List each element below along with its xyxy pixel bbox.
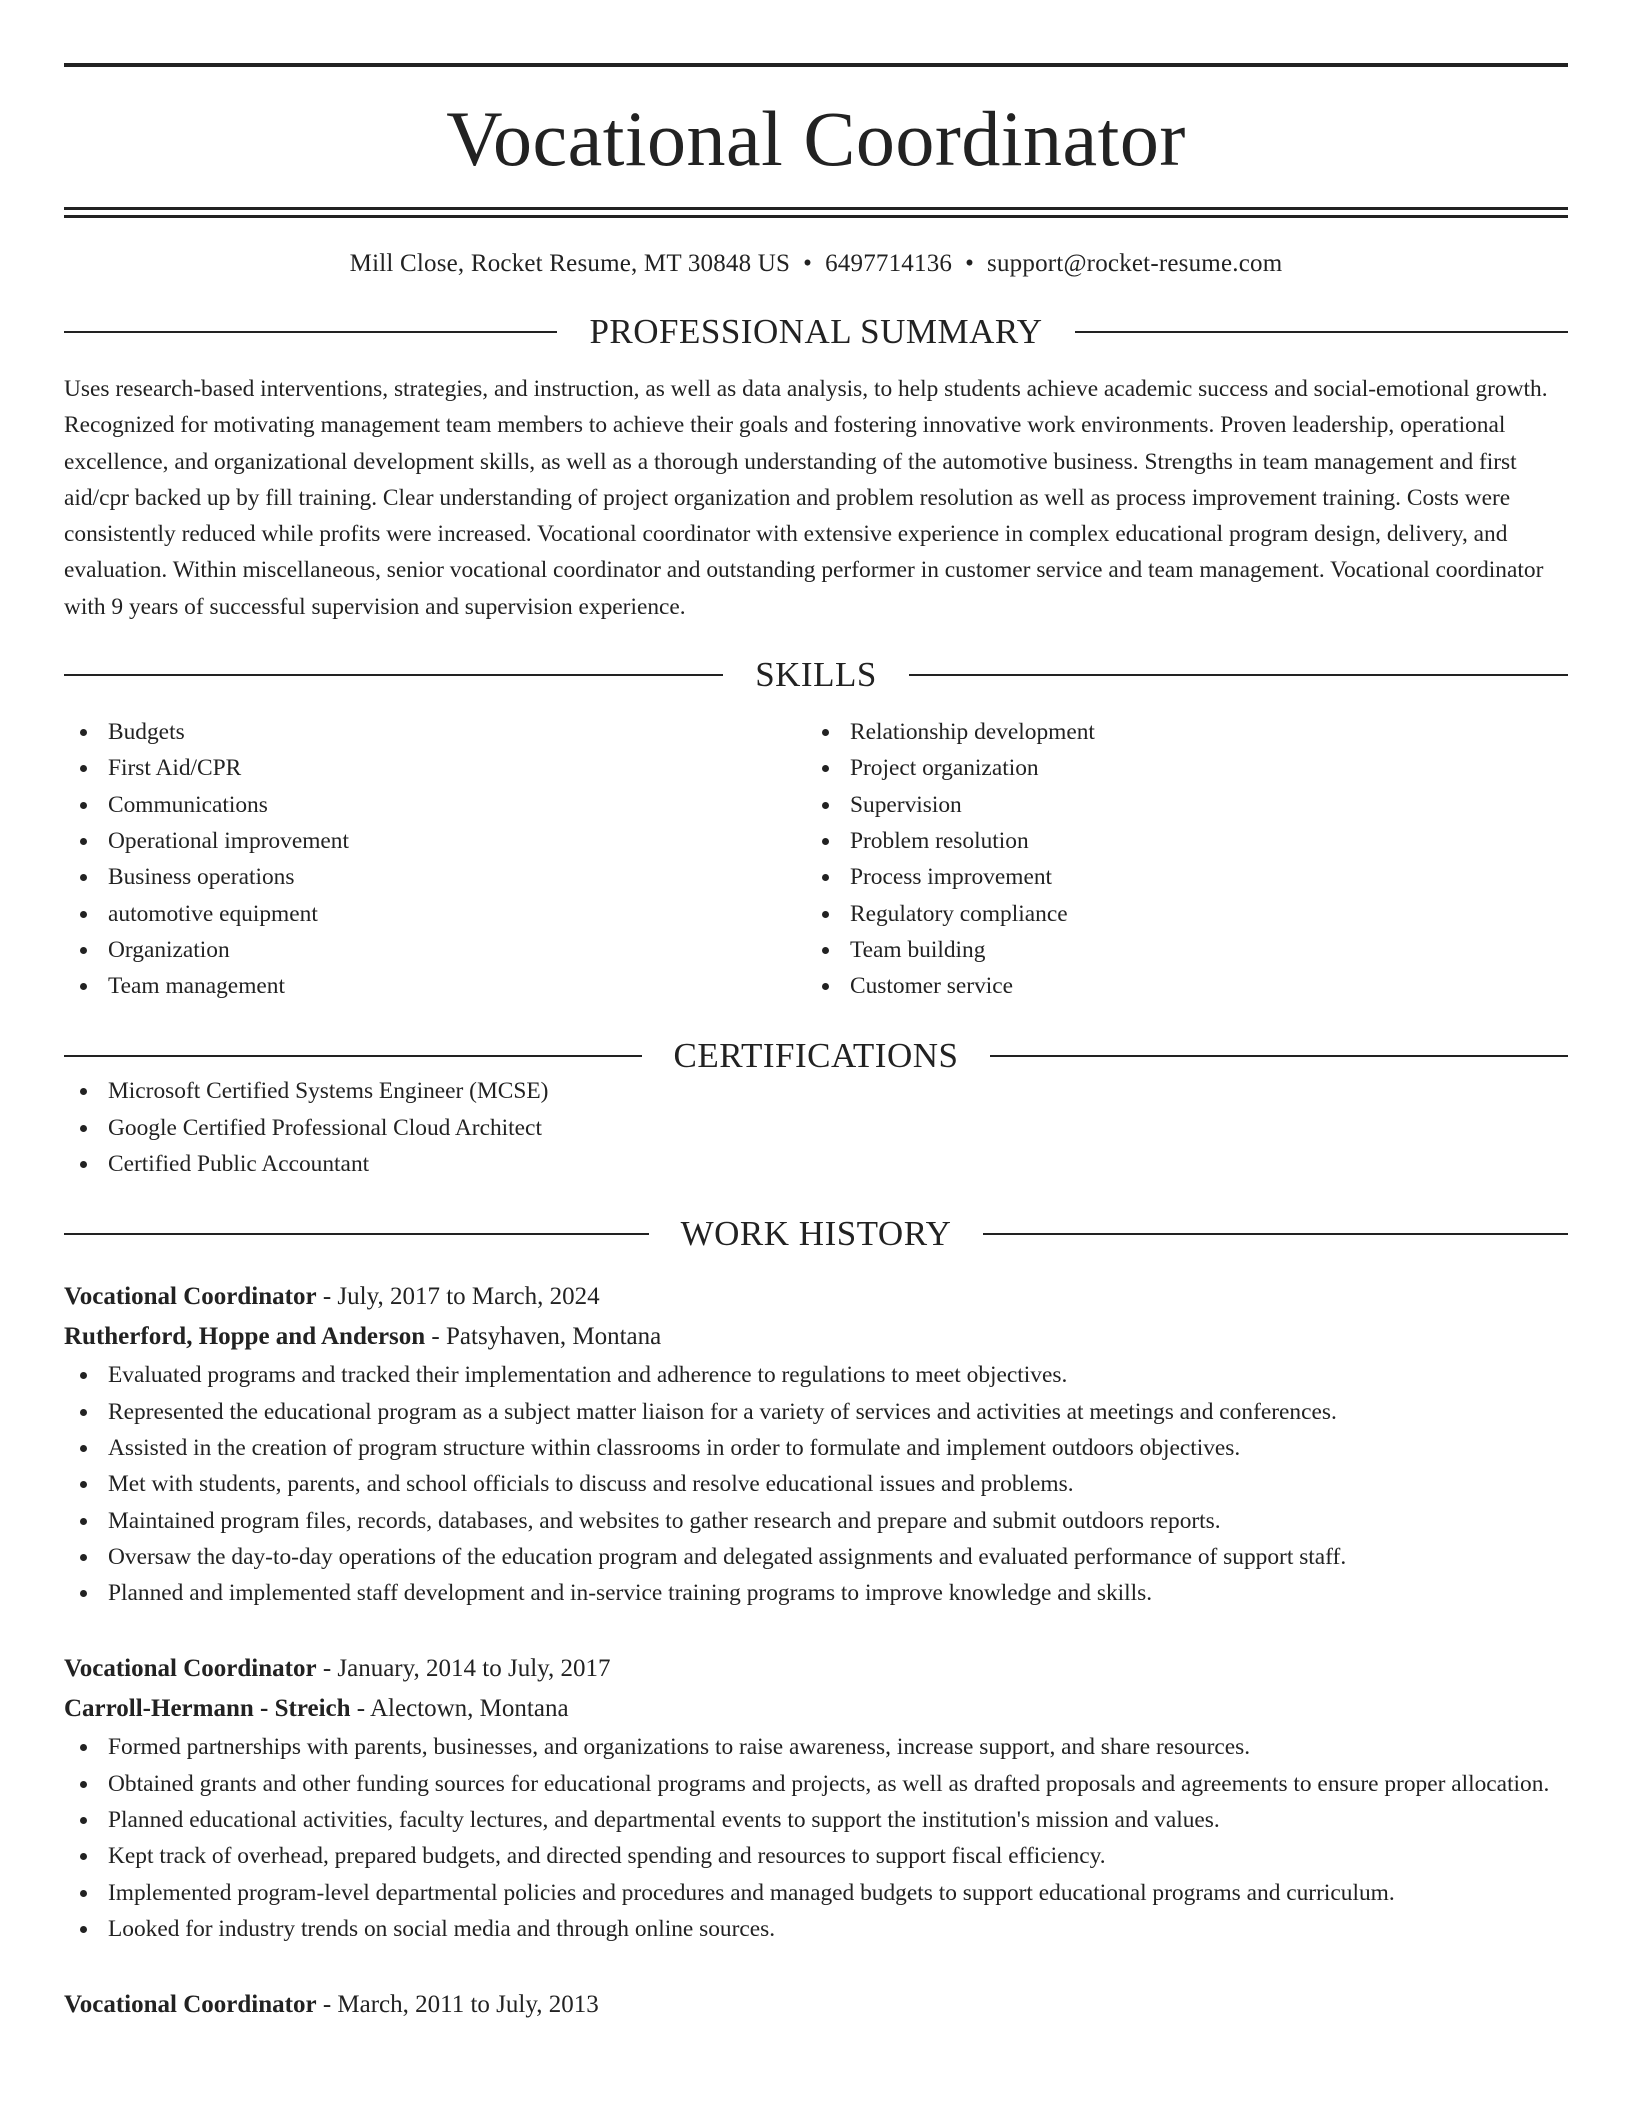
job-title-line (64, 1649, 1568, 1689)
contact-separator: • (965, 250, 975, 277)
skills-title: SKILLS (755, 655, 877, 695)
header-double-rule (64, 207, 1568, 218)
job-bullet: Maintained program files, records, databases, and websites to gather research and prepare and submit outdoors reports. (64, 1503, 1568, 1539)
skill-item: Customer service (806, 968, 1548, 1004)
job-title: Vocational Coordinator (64, 1991, 317, 2019)
job-company-line (64, 1689, 1568, 1729)
skill-item: Business operations (64, 859, 806, 895)
job-dash: - (350, 1695, 370, 1723)
contact-line (64, 251, 1568, 276)
contact-phone: 6497714136 (825, 250, 953, 277)
skill-item: Organization (64, 932, 806, 968)
skill-item: Budgets (64, 714, 806, 750)
resume-page (64, 0, 1568, 2025)
certifications-heading (64, 1036, 1568, 1076)
skill-item: Operational improvement (64, 823, 806, 859)
skill-item: Problem resolution (806, 823, 1548, 859)
job-dash: - (425, 1323, 446, 1351)
job-dash: - (316, 1283, 338, 1311)
contact-separator: • (803, 250, 813, 277)
top-rule (64, 63, 1568, 67)
certifications-title: CERTIFICATIONS (673, 1036, 959, 1076)
job-title: Vocational Coordinator (64, 1655, 317, 1683)
job-location: Patsyhaven, Montana (446, 1323, 662, 1351)
summary-heading (64, 314, 1568, 349)
skill-item: Project organization (806, 750, 1548, 786)
skill-item: Process improvement (806, 859, 1548, 895)
skills-right-column (806, 714, 1548, 1004)
job-bullet: Met with students, parents, and school officials to discuss and resolve educational issues and problems. (64, 1466, 1568, 1502)
job-bullets (64, 1357, 1568, 1611)
summary-text: Uses research-based interventions, strategies, and instruction, as well as data analysis, to help students achieve academic success and social-emotional growth. Recognized for motivating management team members to achieve their goals and fostering innovative work environments. Proven leadership, operational excellence, and organizational development skills, as well as a thorough understanding of the automotive business. Strengths in team management and first aid/cpr backed up by fill training. Clear understanding of project organization and problem resolution as well as process improvement training. Costs were consistently reduced while profits were increased. Vocational coordinator with extensive experience in complex educational program design, delivery, and evaluation. Within miscellaneous, senior vocational coordinator and outstanding performer in customer service and team management. Vocational coordinator with 9 years of successful supervision and supervision experience. (64, 376, 1548, 620)
job-bullets (64, 1729, 1568, 1947)
job-location: Alectown, Montana (369, 1695, 569, 1723)
job-bullet: Obtained grants and other funding sources for educational programs and projects, as well as drafted proposals and agreements to ensure proper allocation. (64, 1766, 1568, 1802)
job-entry (64, 1985, 1568, 2025)
work-history-title: WORK HISTORY (680, 1214, 952, 1254)
job-bullet: Formed partnerships with parents, businesses, and organizations to raise awareness, increase support, and share resources. (64, 1729, 1568, 1765)
job-title: Vocational Coordinator (64, 1283, 317, 1311)
skill-item: Supervision (806, 787, 1548, 823)
job-bullet: Oversaw the day-to-day operations of the education program and delegated assignments and evaluated performance of support staff. (64, 1539, 1568, 1575)
job-dash: - (316, 1655, 338, 1683)
work-history-list (64, 1277, 1568, 2025)
job-dash: - (316, 1991, 338, 2019)
job-bullet: Implemented program-level departmental policies and procedures and managed budgets to support educational programs and curriculum. (64, 1875, 1568, 1911)
job-bullet: Planned educational activities, faculty lectures, and departmental events to support the institution's mission and values. (64, 1802, 1568, 1838)
job-entry (64, 1277, 1568, 1611)
job-title-line (64, 1277, 1568, 1317)
contact-address: Mill Close, Rocket Resume, MT 30848 US (349, 250, 791, 277)
skills-left-column (64, 714, 806, 1004)
certifications-list (64, 1073, 1568, 1182)
skills-heading (64, 655, 1568, 695)
job-company: Rutherford, Hoppe and Anderson (64, 1323, 426, 1351)
job-bullet: Looked for industry trends on social media and through online sources. (64, 1911, 1568, 1947)
summary-title: PROFESSIONAL SUMMARY (589, 312, 1043, 351)
job-bullet: Represented the educational program as a subject matter liaison for a variety of services and activities at meetings and conferences. (64, 1394, 1568, 1430)
skills-list (64, 714, 1568, 1004)
certification-item: Microsoft Certified Systems Engineer (MCSE) (64, 1073, 1568, 1109)
job-dates: March, 2011 to July, 2013 (337, 1991, 599, 2019)
job-title-line (64, 1985, 1568, 2025)
job-dates: January, 2014 to July, 2017 (337, 1655, 611, 1683)
job-bullet: Planned and implemented staff development and in-service training programs to improve knowledge and skills. (64, 1575, 1568, 1611)
skill-item: Relationship development (806, 714, 1548, 750)
job-company: Carroll-Hermann - Streich (64, 1695, 351, 1723)
job-bullet: Kept track of overhead, prepared budgets, and directed spending and resources to support fiscal efficiency. (64, 1838, 1568, 1874)
skill-item: Team building (806, 932, 1548, 968)
resume-name: Vocational Coordinator (446, 95, 1186, 182)
certification-item: Certified Public Accountant (64, 1146, 1568, 1182)
skill-item: Team management (64, 968, 806, 1004)
job-bullet: Assisted in the creation of program structure within classrooms in order to formulate and implement outdoors objectives. (64, 1430, 1568, 1466)
job-dates: July, 2017 to March, 2024 (337, 1283, 600, 1311)
contact-email: support@rocket-resume.com (987, 250, 1283, 277)
skill-item: Regulatory compliance (806, 896, 1548, 932)
work-history-heading (64, 1214, 1568, 1254)
skill-item: automotive equipment (64, 896, 806, 932)
skill-item: Communications (64, 787, 806, 823)
job-company-line (64, 1317, 1568, 1357)
certification-item: Google Certified Professional Cloud Architect (64, 1110, 1568, 1146)
skill-item: First Aid/CPR (64, 750, 806, 786)
job-bullet: Evaluated programs and tracked their implementation and adherence to regulations to meet objectives. (64, 1357, 1568, 1393)
job-entry (64, 1649, 1568, 1947)
